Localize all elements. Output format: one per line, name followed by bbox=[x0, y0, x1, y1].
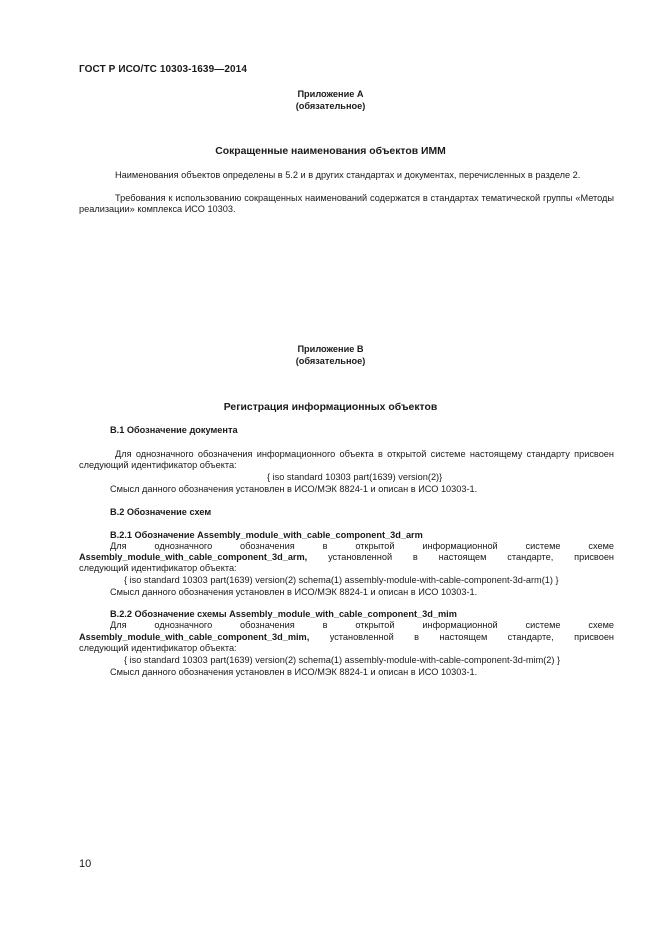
section-b22-line-2-rest: установленной в настоящем стандарте, присвоен bbox=[329, 632, 614, 642]
section-b1-paragraph: Для однозначного обозначения информационного объекта в открытой системе настоящему стандарту присвоен следующий идентификатор объекта: bbox=[79, 449, 614, 471]
section-b2-heading: В.2 Обозначение схем bbox=[110, 507, 212, 517]
section-b1-heading: В.1 Обозначение документа bbox=[110, 425, 238, 435]
section-b21-heading: В.2.1 Обозначение Assembly_module_with_cable_component_3d_arm bbox=[110, 530, 423, 540]
section-b22-note: Смысл данного обозначения установлен в ИСО/МЭК 8824-1 и описан в ИСО 10303-1. bbox=[110, 667, 478, 677]
section-b22-schema-name: Assembly_module_with_cable_component_3d_mim, bbox=[79, 632, 310, 642]
appendix-a-paragraph-2: Требования к использованию сокращенных наименований содержатся в стандартах тематической группы «Методы реализации» комплекса ИСО 10303. bbox=[79, 193, 614, 215]
section-b22-line-3: следующий идентификатор объекта: bbox=[79, 643, 237, 653]
section-b21-line-1: Для однозначного обозначения в открытой информационной системе схеме bbox=[110, 541, 614, 551]
appendix-b-heading: Регистрация информационных объектов bbox=[223, 402, 438, 413]
appendix-a-heading: Сокращенные наименования объектов ИММ bbox=[215, 146, 446, 157]
appendix-b-status: (обязательное) bbox=[295, 355, 366, 366]
appendix-a-status: (обязательное) bbox=[295, 100, 366, 111]
appendix-a-label bbox=[0, 89, 661, 112]
appendix-b-title: Приложение В bbox=[297, 344, 364, 354]
section-b21-line-3: следующий идентификатор объекта: bbox=[79, 563, 237, 573]
section-b21-identifier: { iso standard 10303 part(1639) version(2) schema(1) assembly-module-with-cable-component-3d-arm(1) } bbox=[124, 575, 559, 585]
section-b21-line-2 bbox=[79, 552, 614, 563]
document-header: ГОСТ Р ИСО/ТС 10303-1639—2014 bbox=[79, 64, 247, 75]
section-b22-line-2 bbox=[79, 632, 614, 643]
page-number: 10 bbox=[79, 858, 92, 870]
appendix-a-title: Приложение А bbox=[297, 89, 364, 99]
section-b21-line-2-rest: установленной в настоящем стандарте, присвоен bbox=[328, 552, 614, 562]
appendix-a-paragraph-1: Наименования объектов определены в 5.2 и в других стандартах и документах, перечисленных в разделе 2. bbox=[115, 170, 581, 180]
section-b21-note: Смысл данного обозначения установлен в ИСО/МЭК 8824-1 и описан в ИСО 10303-1. bbox=[110, 587, 478, 597]
section-b21-schema-name: Assembly_module_with_cable_component_3d_arm, bbox=[79, 552, 308, 562]
section-b1-note: Смысл данного обозначения установлен в ИСО/МЭК 8824-1 и описан в ИСО 10303-1. bbox=[110, 484, 478, 494]
section-b22-heading: В.2.2 Обозначение схемы Assembly_module_with_cable_component_3d_mim bbox=[110, 609, 457, 619]
section-b1-identifier: { iso standard 10303 part(1639) version(2)} bbox=[267, 472, 443, 482]
section-b22-line-1: Для однозначного обозначения в открытой информационной системе схеме bbox=[110, 620, 614, 630]
section-b22-identifier: { iso standard 10303 part(1639) version(2) schema(1) assembly-module-with-cable-component-3d-mim(2) } bbox=[124, 655, 561, 665]
appendix-b-label bbox=[0, 344, 661, 367]
